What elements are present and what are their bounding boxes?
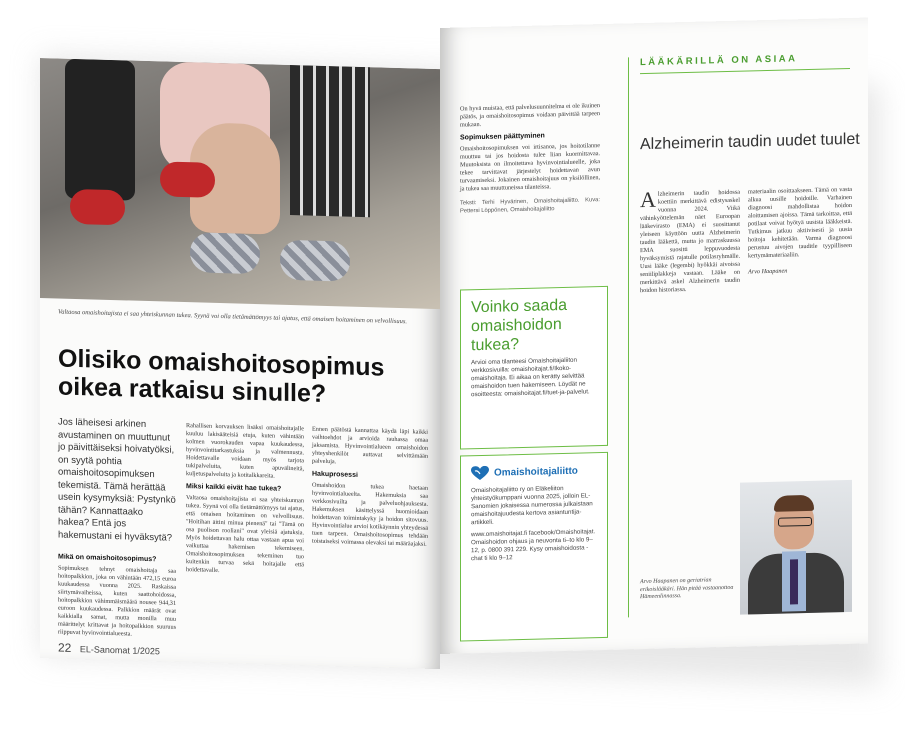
info-box-tuki [460, 286, 608, 450]
slipper-right [280, 240, 350, 282]
col3-text-2: Omaishoidon tukea haetaan hyvinvointialueelta. Hakemuksia saa verkkosivuilta ja palveluohjauksesta. Hakemuksen käsittelyssä huomioidaan hoidettavan toimintakyky ja hoidon sitovuus. Hyvinvointialue arvioi kotikäynnin yhteydessä tuen tarpeen. Omaishoitosopimus tehdään toistaiseksi voimassa olevaksi tai määräajaksi. [312, 481, 428, 548]
col3-text-1: Ennen päätöstä kannattaa käydä läpi kaikki vaihtoehdot ja arvioida rauhassa omaa jaksamista. Hyvinvointialueen omaishoidon yhteyshenkilöt auttavat selvittämään palveluja. [312, 425, 428, 466]
slipper-left [190, 232, 260, 274]
portrait-hair [774, 495, 814, 512]
right-page [440, 18, 868, 654]
heart-logo-icon [471, 466, 489, 481]
author-caption: Arvo Haapanen on geriatrian erikoislääkäri. Hän pitää vastaanottoa Hämeenlinnassa. [640, 577, 734, 601]
photo-caption: Valtaosa omaishoitajista ei saa yhteiskunnan tukea. Syynä voi olla tietämättömyys tai ajatus, että omaisen hoitaminen on velvollisuus. [58, 308, 407, 326]
logo-text: Omaishoitajaliitto [494, 465, 578, 479]
article-col1: lzheimerin taudin hoidossa koettiin merkittävä edistysaskel vuonna 2024. Viikä vähinkyöttelemän näet Euroopan lääkevirasto (EMA) ei suosittanut yleiseen käyttöön uutta Alzheimerin taudin lääkettä, mutta jo marraskuussa EMA suositti leppuvuodesta hyväksymistä rajatulle potilasryhmälle. Uusi lääke (legembi) hyökkäi aivoissa seniiliplakkeja vastaan. Lääke on merkittävä askel Alzheimerin taudin hoidon historiassa. [640, 188, 740, 295]
author-signature: Arvo Haapanen [748, 267, 788, 276]
author-portrait [740, 480, 852, 615]
col1-text: Sopimuksen tehnyt omaishoitaja saa hoitopalkkion, joka on vähintään 472,15 euroa kuukaudessa vuonna 2025. Raskaissa siirtymävaiheissa, kuten saattohoidossa, hoitopalkkion vähimmäismäärä nousee 944,31 euroon kuukaudessa. Palkkion määrät ovat kaikkialla samat, mutta monilla muu määrittelyt krittavat ja hoitopalkkion suuruus riippuvat hyvinvointialueesta. [58, 564, 176, 638]
info-box-liitto [460, 452, 608, 642]
end-heading: Sopimuksen päättyminen [460, 132, 545, 142]
article-headline: Olisiko omaishoitosopimus oikea ratkaisu sinulle? [58, 344, 385, 408]
page-footer [58, 641, 160, 658]
portrait-tie [790, 559, 798, 604]
portrait-glasses [778, 517, 812, 527]
col2-heading: Miksi kaikki eivät hae tukea? [186, 483, 282, 493]
left-column-3 [312, 426, 428, 549]
col2-text-2: Valtaosa omaishoitajista ei saa yhteiskunnan tukea. Syynä voi olla tietämättömyys tai ajatus, että omaisen hoitaminen on velvollisuus. "Hoitihan äitini minua pienenä" tai "Tämä on osa puolison rooliani" ovat yleisiä ajatuksia. Myös hoidettavan halu ottaa vastaan apua voi vaikuttaa hakemisen tekemiseen. Omaishoitosopimuksen tekeminen tuo kuitenkin turvaa sekä hoitajalle että hoidettavalle. [186, 494, 304, 575]
left-page [40, 58, 440, 669]
box1-text: Arvioi oma tilanteesi Omaishoitajaliiton verkkosivuilla: omaishoitajat.fi/Ikoko-omaishoitaja. Ei aikaa on kerätty selvittää omaishoidon tuen hakemiseen. Löydät ne osoitteesta: omaishoitajat.fi/tuet-ja-palvelut. [471, 356, 590, 399]
left-column-2 [186, 422, 304, 577]
col1-heading: Mikä on omaishoitosopimus? [58, 553, 157, 564]
right-column-2 [640, 186, 740, 295]
article-lead: Jos läheisesi arkinen avustaminen on muuttunut jo päivittäiseksi hoivatyöksi, on syytä pohtia omaishoitosopimuksen tekemistä. Tämä herättää usein kysymyksiä: Pystynkö tähän? Kannattaako hakea? Entä jos hakemustani ei hyväksytä? [58, 416, 176, 544]
right-column-1 [460, 102, 600, 215]
red-shoe-left [70, 189, 125, 226]
credits: Teksti: Terhi Hyvärinen, Omaishoitajaliitto. Kuva: Pettersi Löppönen, Omaishoitajaliitto [460, 197, 600, 215]
box2-text-1: Omaishoitajaliitto ry on Eläkeliiton yhteistyökumppani vuonna 2025, jolloin EL-Sanomien jokaisessa numerossa julkaistaan omaishoitajuudesta kertova asiantuntija-artikkeli. [471, 484, 593, 527]
article-col2: materiaalin osoittaakseen. Tämä on vasta alkua uusille hoidoille. Varhainen diagnoosi mahdollistaa hoidon aloittamisen ajoissa. Tämä tarkoittaa, että potilaat voivat hyötyä uusista lääkkeistä. Tutkimus jatkuu aktiivisesti ja uusia hoitoja kehitetään. Varma diagnoosi perustuu aivojen tauditle tyypilliseen kertymämateriaaliin. [748, 185, 852, 260]
article-title: Alzheimerin taudin uudet tuulet [640, 130, 860, 154]
red-shoe-right [160, 161, 215, 198]
photo-leg-left [65, 59, 135, 201]
omaishoitajaliitto-logo [471, 463, 597, 481]
feet-photo [40, 58, 440, 309]
section-tag: LÄÄKÄRILLÄ ON ASIAA [640, 53, 798, 69]
publication-name: EL-Sanomat 1/2025 [79, 644, 160, 657]
col2-text-1: Rahallisen korvauksen lisäksi omaishoitajalle kuuluu lakisääteisiä etuja, kuten vähintään kolmen vuorokauden vapaa kuukaudessa, hyvinvointitarkastuksia ja valmennusta. Hoidettavalle voidaan myös tarjota tukipalveluita, kuten apuvälineitä, kuljetuspalveluita ja kotitalkkareita. [186, 422, 304, 480]
top-text: On hyvä muistaa, että palvelusuunnitelma ei ole ikuinen päätös, ja omaishoitosopimus voidaan päivittää tarpeen mukaan. [460, 102, 600, 129]
dropcap: A [640, 186, 656, 213]
column-divider [628, 57, 629, 617]
section-rule [640, 68, 850, 74]
end-text: Omaishoitosopimuksen voi irtisanoa, jos hoitotilanne muuttuu tai jos hoidosta tulee liian kuormittavaa. Muutoksista on ilmoitettava hyvinvointialueelle, joka tekee tarvittavat järjestelyt hoidettavan avun turvaamiseksi. Jokainen omaishoitajuus on yksilöllinen, ja tukea saa muuttuneissa tilanteissa. [460, 142, 600, 193]
col3-heading: Hakuprosessi [312, 470, 358, 479]
box1-title: Voinko saada omaishoidon tukea? [471, 296, 568, 355]
right-column-3 [748, 186, 852, 277]
box2-text-2: www.omaishoitajat.fi facebook/Omaishoitajat. Omaishoidon ohjaus ja neuvonta ti–to klo 9–12, p. 0800 391 229. Kysy omaishoidosta -chat ti klo 9–12 [471, 528, 596, 563]
left-column-1 [58, 549, 176, 640]
photo-leg-right [290, 65, 370, 217]
page-number: 22 [58, 640, 72, 655]
